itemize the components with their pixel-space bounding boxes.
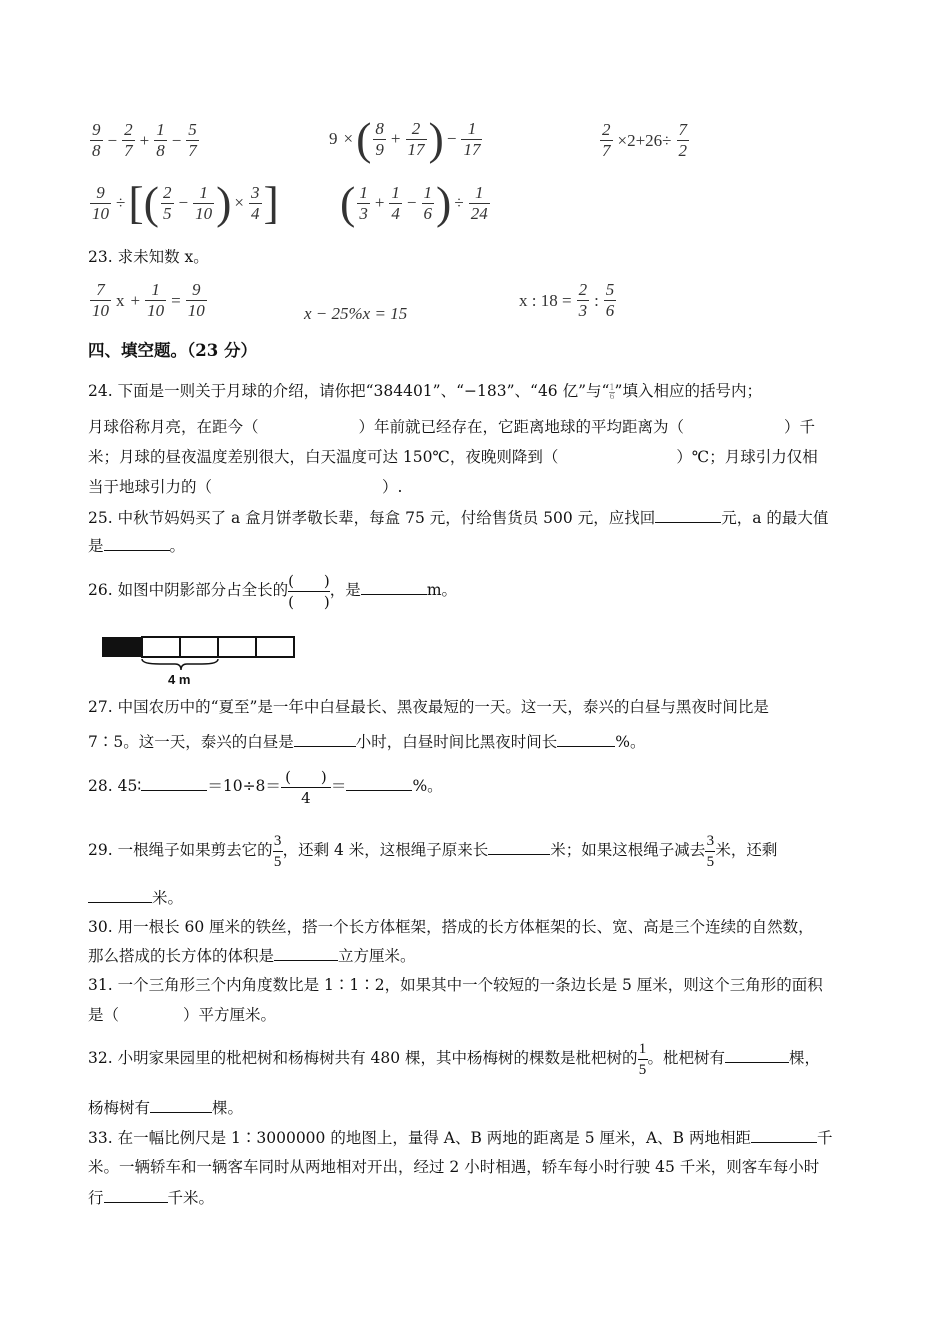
- brace: [142, 659, 218, 670]
- bar-segment-3: [180, 637, 218, 657]
- equation-1: $\frac{7}{10}$ x + $\frac{1}{10}$ = $\frac{9}{10}$: [92, 280, 205, 320]
- fraction-blank: ( ) ( ): [288, 571, 330, 611]
- question-29-line-1: 29. 一根绳子如果剪去它的 $\frac{3}{5}$ ，还剩 4 米，这根绳子原来长 米；如果这根绳子减去 $\frac{3}{5}$ 米，还剩: [88, 832, 778, 870]
- equation-2: x − 25%x = 15: [304, 304, 408, 323]
- equation-3: x : 18 = $\frac{2}{3}$ : $\frac{5}{6}$: [519, 280, 615, 320]
- question-32-line-2: 杨梅树有 棵。: [88, 1096, 243, 1119]
- length-label: 4 m: [168, 672, 191, 687]
- bar-diagram: [100, 632, 300, 688]
- question-25-line-1: 25. 中秋节妈妈买了 a 盒月饼孝敬长辈，每盒 75 元，付给售货员 500 元，应找回 元，a 的最大值: [88, 506, 828, 529]
- question-33-line-3: 行 千米。: [88, 1186, 214, 1209]
- question-27-line-1: 27. 中国农历中的“夏至”是一年中白昼最长、黑夜最短的一天。这一天，泰兴的白昼与黑夜时间比是: [88, 698, 769, 716]
- question-31-line-2: 是（ ）平方厘米。: [88, 1006, 277, 1024]
- bar-segment-4: [218, 637, 256, 657]
- fraction-blank: ( ) 4: [281, 767, 331, 808]
- calc-expression-4: $\frac{9}{10}$ ÷[( $\frac{2}{5}$ − $\frac{1}{10}$ ) × $\frac{3}{4}$ ]: [92, 177, 279, 228]
- calc-expression-1: $\frac{9}{8}$ − $\frac{2}{7}$ + $\frac{1}{8}$ − $\frac{5}{7}$: [92, 120, 197, 160]
- question-30-line-1: 30. 用一根长 60 厘米的铁丝，搭一个长方体框架，搭成的长方体框架的长、宽、高是三个连续的自然数，: [88, 918, 814, 936]
- question-32-line-1: 32. 小明家果园里的枇杷树和杨梅树共有 480 棵，其中杨梅树的棵数是枇杷树的 $\frac{1}{5}$ 。枇杷树有 棵，: [88, 1040, 821, 1078]
- question-24-line-3: 米；月球的昼夜温度差别很大，白天温度可达 150℃，夜晚则降到（ ）℃；月球引力仅相: [88, 448, 818, 466]
- question-33-line-1: 33. 在一幅比例尺是 1∶3000000 的地图上，量得 A、B 两地的距离是 5 厘米，A、B 两地相距 千: [88, 1126, 833, 1149]
- question-27-line-2: 7∶5。这一天，泰兴的白昼是 小时，白昼时间比黑夜时间长 %。: [88, 730, 645, 753]
- question-31-line-1: 31. 一个三角形三个内角度数比是 1∶1∶2，如果其中一个较短的一条边长是 5 厘米，则这个三角形的面积: [88, 976, 823, 994]
- bar-segment-2: [142, 637, 180, 657]
- bar-segment-5: [256, 637, 294, 657]
- shaded-segment: [102, 637, 142, 657]
- question-24-line-4: 当于地球引力的（ ）.: [88, 478, 403, 496]
- question-29-line-2: 米。: [88, 886, 183, 909]
- one-sixth-fraction: $\frac{1}{6}$: [609, 382, 615, 401]
- question-30-line-2: 那么搭成的长方体的体积是 立方厘米。: [88, 944, 416, 967]
- question-33-line-2: 米。一辆轿车和一辆客车同时从两地相对开出，经过 2 小时相遇，轿车每小时行驶 45 千米，则客车每小时: [88, 1158, 820, 1176]
- question-25-line-2: 是 。: [88, 534, 185, 557]
- question-28-line: 28. 45∶ ＝10÷8＝ ( ) 4 ＝ %。: [88, 767, 443, 807]
- calc-expression-3: $\frac{2}{7}$ ×2+26÷ $\frac{7}{2}$: [602, 120, 688, 160]
- question-26-line: 26. 如图中阴影部分占全长的 ( ) ( ) ，是 m。: [88, 571, 458, 611]
- section-4-heading: 四、填空题。（23 分）: [88, 341, 257, 360]
- calc-expression-2: 9 ×( $\frac{8}{9}$ + $\frac{2}{17}$ ) − $\frac{1}{17}$: [329, 113, 481, 164]
- question-23-title: 23. 求未知数 x。: [88, 248, 209, 266]
- question-24-line-1: 24. 下面是一则关于月球的介绍，请你把“384401”、“−183”、“46 亿”与“ $\frac{1}{6}$”填入相应的括号内；: [88, 382, 762, 401]
- question-24-line-2: 月球俗称月亮，在距今（ ）年前就已经存在，它距离地球的平均距离为（ ）千: [88, 418, 816, 436]
- calc-expression-5: ( $\frac{1}{3}$ + $\frac{1}{4}$ − $\frac{1}{6}$ ) ÷ $\frac{1}{24}$: [340, 177, 488, 228]
